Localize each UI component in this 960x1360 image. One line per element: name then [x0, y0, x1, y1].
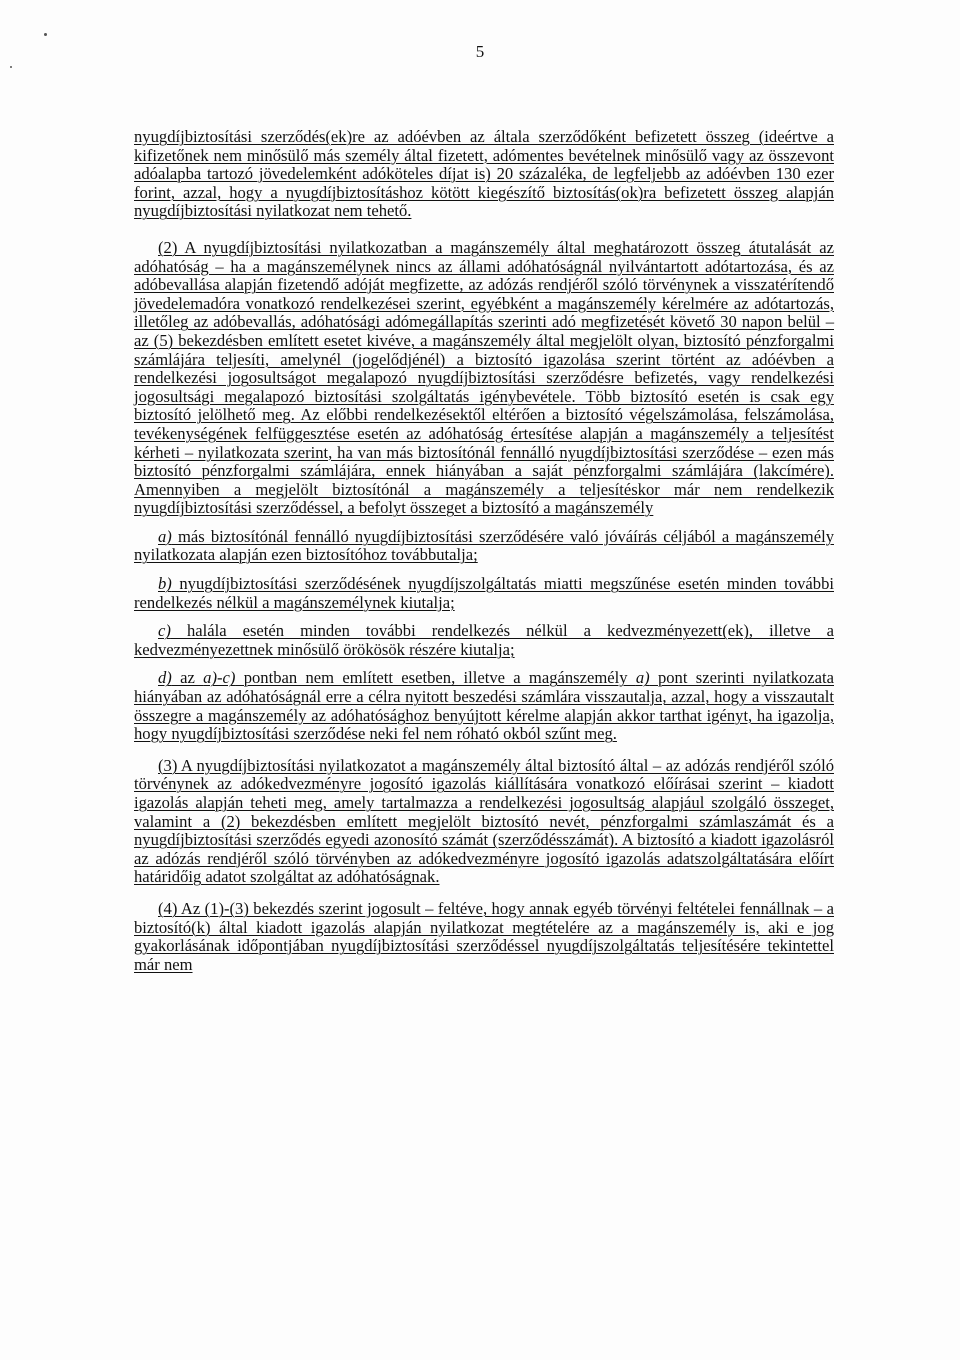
list-item-d [134, 669, 834, 743]
list-ref-a: a) [635, 668, 650, 688]
list-text-d-3: pont szerinti nyilatkozata hiányában az adóhatóságnál erre a célra nyitott beszedési számlára visszautalja, azzal, hogy a visszautalt összegre a magánszemély az adóhatósághoz benyújtott kérelme alapján akkor tarthat igényt, ha igazolja, hogy nyugdíjbiztosítási szerződése neki fel nem róható okból szűnt meg. [134, 668, 834, 744]
paragraph-3: (3) A nyugdíjbiztosítási nyilatkozatot a magánszemély által biztosító által – az adózás rendjéről szóló törvénynek az adókedvezményre jogosító igazolás kiállítására vonatkozó előírásai szerint – kiadott igazolás alapján teheti meg, amely tartalmazza a rendelkezési jogosultság alapjául szolgáló összeget, valamint a (2) bekezdésben említett megjelölt biztosító nevét, pénzforgalmi számlaszámát és a nyugdíjbiztosítási szerződés egyedi azonosító számát (szerződésszámát). A biztosító a kiadott igazolásról az adózás rendjéről szóló törvényben az adókedvezményre jogosító igazolás adatszolgáltatására előírt határidőig adatot szolgáltat az adóhatóságnak. [134, 755, 834, 887]
list-item-a [134, 528, 834, 565]
paragraph-2: (2) A nyugdíjbiztosítási nyilatkozatban a magánszemély által meghatározott összeg átutalását az adóhatóság – ha a magánszemélynek nincs az állami adóhatóságnál nyilvántartott adótartozása, és az adóbevallása alapján fizetendő adóját megfizette, az adózás rendjéről szóló törvénynek a visszatérítendő jövedelemadóra vonatkozó rendelkezései szerint, egyébként a magánszemély kérelmére az adótartozás, illetőleg az adóbevallás, adóhatósági adómegállapítás szerinti adó megfizetését követő 30 napon belül – az (5) bekezdésben említett esetet kivéve, a magánszemély által megjelölt olyan, biztosító pénzforgalmi számlájára teljesíti, amelynél (jogelődjénél) a biztosító igazolása szerint történt az adóévben a rendelkezési jogosultságot megalapozó nyugdíjbiztosítási szerződésre befizetés, vagy rendelkezési jogosultsági megalapozó biztosítási szolgáltatás igénybevétele. Több biztosító esetén is csak egy biztosító jelölhető meg. Az előbbi rendelkezésektől eltérően a biztosító végelszámolása, felszámolása, tevékenységének felfüggesztése esetén az adóhatóság értesítése alapján a magánszemély a teljesítést kérheti – nyilatkozata szerint, ha van más biztosítónál fennálló nyugdíjbiztosítási szerződése – ezen más biztosító pénzforgalmi számlájára, ennek hiányában a saját pénzforgalmi számlájára (lakcímére). Amennyiben a megjelölt biztosítónál a magánszemély a teljesítéskor már nem rendelkezik nyugdíjbiztosítási szerződéssel, a befolyt összeget a biztosító a magánszemély [134, 237, 834, 518]
list-ref-a-c: a)-c) [203, 668, 236, 688]
list-label-a: a) [158, 526, 172, 546]
paragraph-4: (4) Az (1)-(3) bekezdés szerint jogosult – feltéve, hogy annak egyéb törvényi feltételei fennállnak – a biztosító(k) által kiadott igazolás alapján nyilatkozat megtételére az a magánszemély is, aki e jog gyakorlásának időpontjában nyugdíjbiztosítási szerződéssel nyugdíjszolgáltatás teljesítésére tekintettel már nem [134, 898, 834, 974]
list-item-b [134, 575, 834, 612]
document-body [134, 128, 834, 974]
list-text-d-2: pontban nem említett esetben, illetve a magánszemély [235, 668, 636, 688]
scan-speck [44, 33, 47, 36]
list-label-b: b) [158, 574, 172, 594]
list-item-c [134, 622, 834, 659]
scan-speck [10, 66, 12, 68]
list-label-c: c) [158, 621, 171, 641]
list-text-d-1: az [171, 668, 204, 688]
list-text-c: halála esetén minden további rendelkezés nélkül a kedvezményezett(ek), illetve a kedvezményezettnek minősülő örökösök részére kiutalja; [134, 621, 834, 659]
list-label-d: d) [158, 668, 172, 688]
page-number: 5 [475, 42, 485, 61]
list-text-b: nyugdíjbiztosítási szerződésének nyugdíjszolgáltatás miatti megszűnése esetén minden további rendelkezés nélkül a magánszemélynek kiutalja; [134, 574, 834, 612]
list-text-a: más biztosítónál fennálló nyugdíjbiztosítási szerződésére való jóváírás céljából a magánszemély nyilatkozata alapján ezen biztosítóhoz továbbutalja; [134, 526, 834, 565]
paragraph-continuation: nyugdíjbiztosítási szerződés(ek)re az adóévben az általa szerződőként befizetett összeg (ideértve a kifizetőnek nem minősülő más személy által fizetett, adómentes bevételnek minősülő vagy az összevont adóalapba tartozó jövedelemként adóköteles díjat is) 20 százaléka, de legfeljebb az adóévben 130 ezer forint, azzal, hogy a nyugdíjbiztosításhoz kötött kiegészítő biztosítás(ok)ra befizetett összeg alapján nyugdíjbiztosítási nyilatkozat nem tehető. [134, 127, 834, 221]
